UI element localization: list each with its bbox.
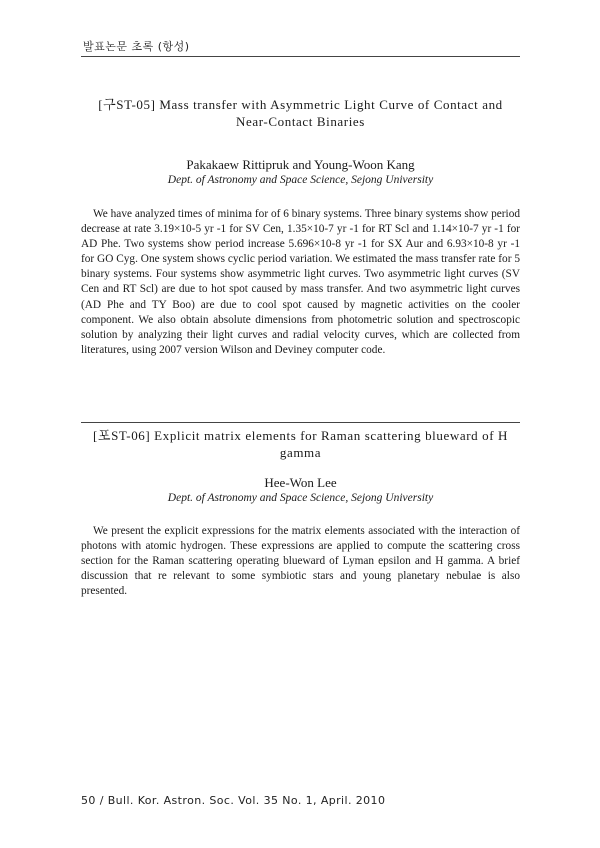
abstract-title: [구ST-05] Mass transfer with Asymmetric Light Curve of Contact and Near-Contact Binaries [98,97,503,129]
abstract-affiliation: Dept. of Astronomy and Space Science, Sejong University [167,174,434,186]
abstract-authors: Hee-Won Lee [264,475,337,490]
header-rule [81,56,520,57]
abstract-body: We present the explicit expressions for the matrix elements associated with the interaction of photons with atomic hydrogen. These expressions are applied to compute the scattering cross section for the Raman scattering operating blueward of Lyman epsilon and H gamma. A brief discussion that re relevant to some symbiotic stars and young planetary nebulae is also presented. [81,525,520,598]
abstract-affiliation: Dept. of Astronomy and Space Science, Sejong University [167,492,434,504]
abstract-title: [포ST-06] Explicit matrix elements for Raman scattering blueward of H gamma [93,428,508,460]
page-footer: 50 / Bull. Kor. Astron. Soc. Vol. 35 No. 1, April. 2010 [81,794,386,807]
abstract-st06 [81,427,520,599]
abstract-st05 [81,96,520,358]
abstract-body: We have analyzed times of minima for of 6 binary systems. Three binary systems show period decrease at rate 3.19×10-5 yr -1 for SV Cen, 1.35×10-7 yr -1 for RT Scl and 1.14×10-7 yr -1 for AD Phe. Two systems show period increase 5.696×10-8 yr -1 for SX Aur and 6.93×10-8 yr -1 for GO Cyg. One system shows cyclic period variation. We estimated the mass transfer rate for 5 binary systems. Four systems show asymmetric light curves. Two asymmetric light curves (SV Cen and RT Scl) are due to hot spot caused by mass transfer. And two asymmetric light curves (AD Phe and TY Boo) are due to cool spot caused by magnetic activities on the cooler component. We also obtain absolute dimensions from photometric solution and spectroscopic solution by analyzing their light curves and radial velocity curves, which are collected from literatures, using 2007 version Wilson and Deviney computer code. [81,208,520,356]
section-divider [81,422,520,423]
abstract-authors: Pakakaew Rittipruk and Young-Woon Kang [186,157,415,172]
running-head: 발표논문 초록 (항성) [83,40,190,53]
